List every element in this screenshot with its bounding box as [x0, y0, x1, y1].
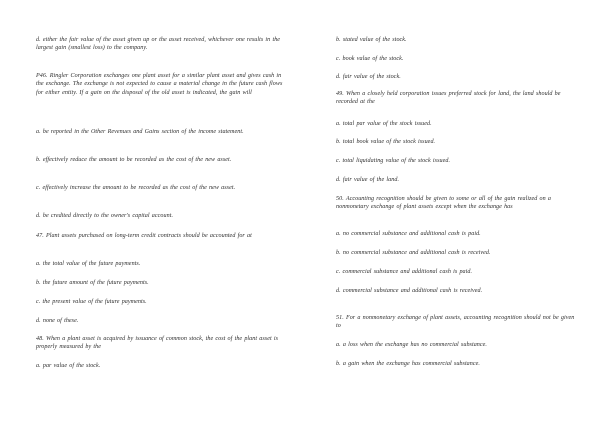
answer-option-49d: d. fair value of the land.: [336, 177, 400, 183]
answer-option-48c: c. book value of the stock.: [336, 56, 404, 62]
question-51-stem: 51. For a nonmonetary exchange of plant assets, accounting recognition should not be given to: [336, 315, 575, 330]
answer-option-48d: d. fair value of the stock.: [336, 74, 401, 80]
answer-option-47a: a. the total value of the future payments.: [36, 261, 141, 267]
answer-option-49a: a. total par value of the stock issued.: [336, 121, 432, 127]
answer-option-46b: b. effectively reduce the amount to be recorded as the cost of the new asset.: [36, 157, 232, 163]
answer-option-48b: b. stated value of the stock.: [336, 37, 407, 43]
answer-option-46d: d. be credited directly to the owner's capital account.: [36, 213, 174, 219]
answer-option-46a: a. be reported in the Other Revenues and Gains section of the income statement.: [36, 129, 244, 135]
answer-option-48a: a. par value of the stock.: [36, 363, 101, 369]
question-50-stem: 50. Accounting recognition should be given to some or all of the gain realized on a nonmonetary exchange of plant assets except when the exchange has: [336, 196, 552, 211]
answer-option-51b: b. a gain when the exchange has commercial substance.: [336, 361, 480, 367]
answer-option-46c: c. effectively increase the amount to be recorded as the cost of the new asset.: [36, 185, 236, 191]
answer-option-50c: c. commercial substance and additional cash is paid.: [336, 269, 473, 275]
answer-option-46d-continued: d. either the fair value of the asset given up or the asset received, whichever one results in the largest gain (smallest loss) to the company.: [36, 37, 281, 52]
question-48-stem: 48. When a plant asset is acquired by issuance of common stock, the cost of the plant asset is properly measured by the: [36, 336, 279, 351]
question-47-stem: 47. Plant assets purchased on long-term credit contracts should be accounted for at: [36, 233, 252, 239]
answer-option-49b: b. total book value of the stock issued.: [336, 139, 436, 145]
question-46-stem: P46. Ringler Corporation exchanges one plant asset for a similar plant asset and gives cash in the exchange. The exchange is not expected to cause a material change in the future cash flows for either entity. If a gain on the disposal of the old asset is indicated, the gain will: [36, 73, 283, 96]
answer-option-47d: d. none of these.: [36, 318, 79, 324]
answer-option-47b: b. the future amount of the future payments.: [36, 280, 149, 286]
answer-option-50d: d. commercial substance and additional cash is received.: [336, 288, 483, 294]
answer-option-50a: a. no commercial substance and additional cash is paid.: [336, 231, 481, 237]
question-49-stem: 49. When a closely held corporation issues preferred stock for land, the land should be recorded at the: [336, 91, 561, 106]
answer-option-47c: c. the present value of the future payments.: [36, 299, 147, 305]
answer-option-51a: a. a loss when the exchange has no commercial substance.: [336, 342, 487, 348]
answer-option-50b: b. no commercial substance and additional cash is received.: [336, 250, 491, 256]
answer-option-49c: c. total liquidating value of the stock issued.: [336, 158, 451, 164]
